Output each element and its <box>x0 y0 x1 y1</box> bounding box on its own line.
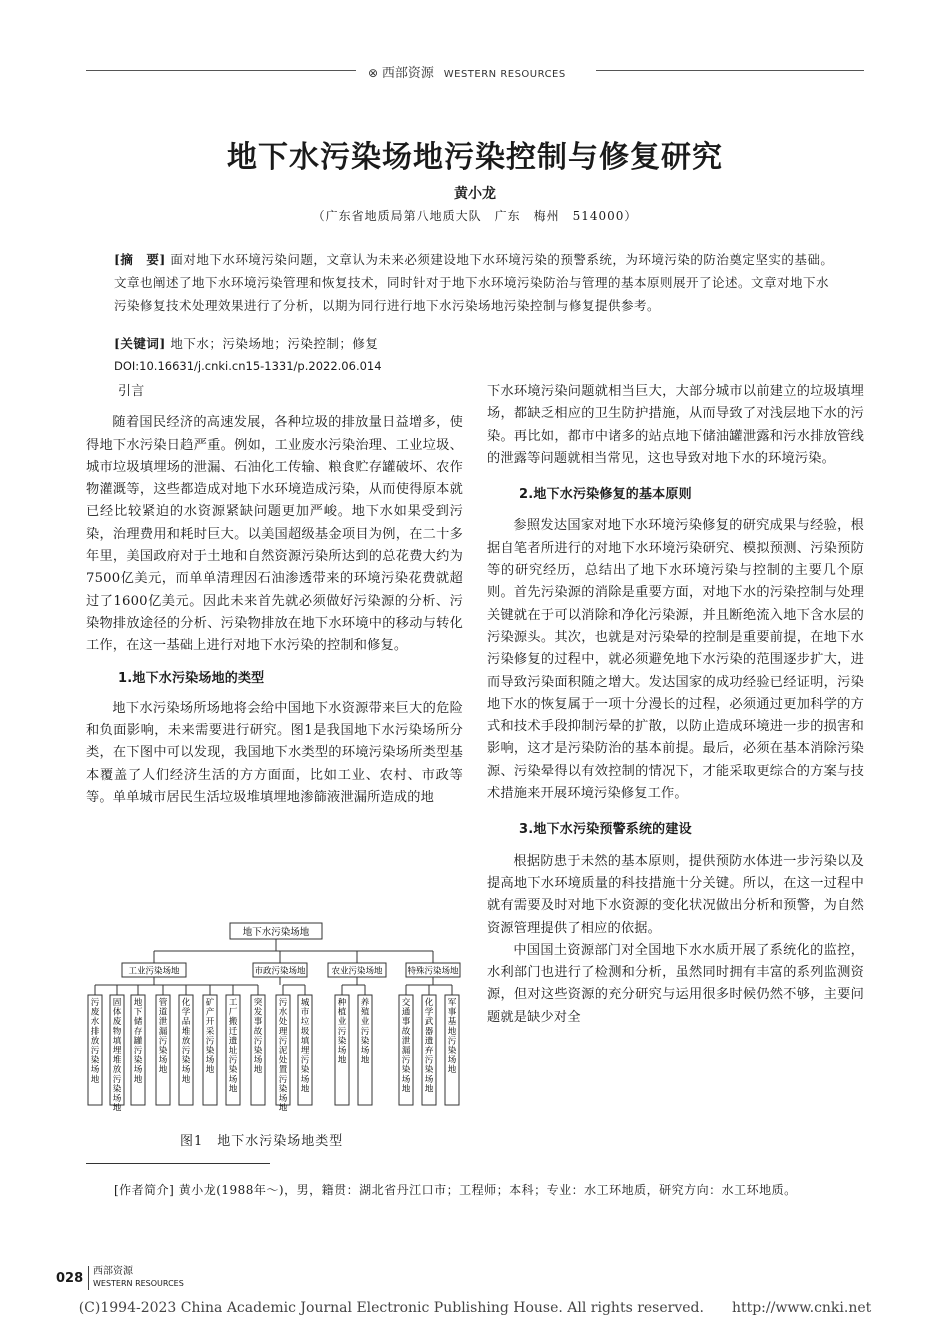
section-3-heading: 3.地下水污染预警系统的建设 <box>519 822 692 838</box>
leaf-label-char: 污 <box>300 1055 310 1066</box>
leaf-label-char: 填 <box>112 1036 122 1047</box>
author: 黄小龙 <box>454 186 496 202</box>
leaf-node-label <box>182 996 191 1085</box>
section-3-paragraph-2: 中国国土资源部门对全国地下水水质开展了系统化的监控，水利部门也进行了检测和分析，虽然同时拥有丰富的系列监测资源，但对这些资源的充分研究与运用很多时候仍然不够，主要问题就是缺少对全 <box>487 942 864 1025</box>
leaf-label-char: 染 <box>401 1065 411 1076</box>
leaf-label-char: 地 <box>360 1055 370 1066</box>
leaf-label-char: 放 <box>181 1036 191 1047</box>
leaf-label-char: 地 <box>447 1065 457 1076</box>
leaf-label-char: 染 <box>181 1055 191 1066</box>
figure-caption: 图1 地下水污染场地类型 <box>180 1134 344 1149</box>
leaf-label-char: 地 <box>112 1103 122 1114</box>
intro-paragraph: 随着国民经济的高速发展，各种垃圾的排放量日益增多，使得地下水污染日趋严重。例如，工业废水污染治理、工业垃圾、城市垃圾填埋场的泄漏、石油化工传输、粮食贮存罐破坏、农作物灌溉等，这些都造成对地下水环境造成污染，从而使得原本就已经比较紧迫的水资源紧缺问题更加严峻。地下水如果受到污染，治理费用和耗时巨大。以美国超级基金项目为例，在二十多年里，美国政府对于土地和自然资源污染所达到的总花费大约为7500亿美元，而单单清理因石油渗透带来的环境污染花费就超过了1600亿美元。因此未来首先就必须做好污染源的分析、污染物排放途径的分析、污染物排放在地下水环境中的移动与转化工作，在这一基础上进行对地下水污染的控制和修复。 <box>86 415 463 654</box>
leaf-label-char: 泄 <box>401 1036 411 1047</box>
leaf-label-char: 学 <box>424 1007 434 1018</box>
leaf-label-char: 发 <box>253 1007 263 1018</box>
footnote-label: [作者简介] <box>114 1183 175 1197</box>
leaf-label-char: 污 <box>228 1055 238 1066</box>
leaf-label-char: 污 <box>205 1036 215 1047</box>
leaf-label-char: 品 <box>181 1017 191 1028</box>
leaf-node-label <box>448 997 457 1075</box>
leaf-label-char: 场 <box>90 1065 100 1076</box>
category-node-label: 工业污染场地 <box>128 966 180 977</box>
figure-nodes <box>88 923 460 1114</box>
leaf-label-char: 搬 <box>228 1017 238 1028</box>
leaf-label-char: 市 <box>300 1007 310 1018</box>
leaf-label-char: 地 <box>205 1065 215 1076</box>
section-1-heading: 1.地下水污染场地的类型 <box>118 670 265 686</box>
journal-header <box>368 62 566 81</box>
footer-journal-en: WESTERN RESOURCES <box>93 1279 184 1288</box>
doi: DOI:10.16631/j.cnki.cn15-1331/p.2022.06.014 <box>114 359 382 373</box>
leaf-label-char: 污 <box>253 1036 263 1047</box>
leaf-node-label <box>254 996 263 1075</box>
right-column <box>487 381 864 1029</box>
leaf-label-char: 道 <box>158 1007 168 1018</box>
footer-journal <box>88 1266 184 1290</box>
leaf-label-char: 漏 <box>158 1026 168 1037</box>
section-2-heading: 2.地下水污染修复的基本原则 <box>519 487 692 503</box>
leaf-label-char: 化 <box>424 998 434 1008</box>
leaf-label-char: 地 <box>90 1074 100 1085</box>
leaf-label-char: 军 <box>447 998 457 1008</box>
leaf-label-char: 殖 <box>360 1007 370 1018</box>
leaf-label-char: 地 <box>424 1084 434 1095</box>
leaf-label-char: 场 <box>112 1094 122 1104</box>
header-rule-right <box>596 70 864 71</box>
leaf-node-label <box>206 996 215 1075</box>
abstract-label: [摘 要] <box>114 252 166 267</box>
leaf-label-char: 污 <box>181 1046 191 1056</box>
leaf-label-char: 处 <box>278 1055 288 1066</box>
leaf-label-char: 采 <box>205 1026 215 1037</box>
leaf-label-char: 储 <box>133 1017 143 1028</box>
journal-logo-icon: ⊗ <box>368 66 379 80</box>
leaf-label-char: 场 <box>360 1046 370 1056</box>
abstract-text: 面对地下水环境污染问题，文章认为未来必须建设地下水环境污染的预警系统，为环境污染的防治奠定坚实的基础。文章也阐述了地下水环境污染管理和恢复技术，同时针对于地下水环境污染防治与管理的基本原则展开了论述。文章对地下水污染修复技术处理效果进行了分析，以期为同行进行地下水污染场地污染控制与修复提供参考。 <box>114 252 834 313</box>
leaf-label-char: 水 <box>90 1017 100 1028</box>
leaf-label-char: 址 <box>228 1046 238 1056</box>
leaf-label-char: 理 <box>278 1026 288 1037</box>
leaf-label-char: 遗 <box>228 1036 238 1047</box>
leaf-node-label <box>425 996 434 1094</box>
leaf-label-char: 矿 <box>205 998 215 1008</box>
category-node-label: 特殊污染场地 <box>407 966 459 977</box>
journal-name-cn: 西部资源 <box>381 66 434 81</box>
leaf-label-char: 场 <box>447 1055 457 1066</box>
leaf-label-char: 地 <box>447 1026 457 1037</box>
leaf-label-char: 体 <box>112 1007 122 1018</box>
leaf-label-char: 地 <box>300 1084 310 1095</box>
leaf-label-char: 染 <box>228 1065 238 1076</box>
leaf-label-char: 故 <box>401 1026 411 1037</box>
leaf-label-char: 地 <box>158 1065 168 1076</box>
leaf-label-char: 埋 <box>300 1046 310 1056</box>
leaf-label-char: 污 <box>424 1055 434 1066</box>
leaf-node-label <box>402 996 411 1094</box>
leaf-label-char: 场 <box>205 1055 215 1066</box>
leaf-label-char: 交 <box>401 998 411 1008</box>
leaf-label-char: 固 <box>112 998 122 1008</box>
leaf-label-char: 染 <box>158 1046 168 1056</box>
root-node-label: 地下水污染场地 <box>242 927 310 938</box>
leaf-label-char: 地 <box>337 1055 347 1066</box>
leaf-node-label <box>91 997 100 1085</box>
leaf-label-char: 污 <box>447 1036 457 1047</box>
leaf-label-char: 通 <box>401 1007 411 1018</box>
leaf-label-char: 场 <box>133 1065 143 1076</box>
figure-diagram <box>86 915 466 1125</box>
leaf-label-char: 地 <box>181 1074 191 1085</box>
leaf-label-char: 场 <box>401 1074 411 1085</box>
keywords <box>114 334 834 352</box>
leaf-label-char: 存 <box>133 1026 143 1037</box>
leaf-node-label <box>361 996 370 1066</box>
leaf-label-char: 基 <box>447 1017 457 1028</box>
leaf-label-char: 污 <box>133 1046 143 1056</box>
leaf-label-char: 染 <box>133 1055 143 1066</box>
leaf-label-char: 罐 <box>133 1036 143 1047</box>
leaf-label-char: 事 <box>253 1017 263 1028</box>
leaf-label-char: 泄 <box>158 1017 168 1028</box>
leaf-label-char: 厂 <box>228 1007 238 1018</box>
leaf-label-char: 漏 <box>401 1046 411 1056</box>
intro-heading: 引言 <box>118 384 145 399</box>
leaf-label-char: 染 <box>278 1084 288 1095</box>
page-number: 028 <box>56 1271 84 1286</box>
leaf-label-char: 染 <box>337 1036 347 1047</box>
leaf-label-char: 学 <box>181 1007 191 1018</box>
affiliation: （广东省地质局第八地质大队 广东 梅州 514000） <box>312 209 638 223</box>
leaf-label-char: 地 <box>253 1065 263 1076</box>
section-3-paragraph-1: 根据防患于未然的基本原则，提供预防水体进一步污染以及提高地下水环境质量的科技措施十分关键。所以，在这一过程中就有需要及时对地下水资源的变化状况做出分析和预警，为自然资源管理提供了相应的依据。 <box>487 853 864 936</box>
leaf-label-char: 放 <box>90 1036 100 1047</box>
leaf-label-char: 遗 <box>424 1036 434 1047</box>
leaf-label-char: 污 <box>278 998 288 1008</box>
leaf-label-char: 迁 <box>228 1026 238 1037</box>
leaf-label-char: 养 <box>360 998 370 1008</box>
leaf-label-char: 废 <box>112 1017 122 1028</box>
leaf-label-char: 业 <box>360 1017 370 1028</box>
leaf-label-char: 泥 <box>278 1046 288 1056</box>
leaf-label-char: 地 <box>133 998 143 1008</box>
leaf-label-char: 染 <box>253 1046 263 1056</box>
leaf-label-char: 污 <box>360 1026 370 1037</box>
leaf-label-char: 故 <box>253 1026 263 1037</box>
section-1-paragraph: 地下水污染场所场地将会给中国地下水资源带来巨大的危险和负面影响，未来需要进行研究。图1是我国地下水污染场所分类，在下图中可以发现，我国地下水类型的环境污染场所类型基本覆盖了人们经济生活的方方面面，比如工业、农村、市政等等。单单城市居民生活垃圾堆填埋地渗篩液泄漏所造成的地 <box>86 700 463 806</box>
footer-journal-cn: 西部资源 <box>93 1266 133 1277</box>
right-continued-paragraph: 下水环境污染问题就相当巨大，大部分城市以前建立的垃圾填埋场，都缺乏相应的卫生防护措施，从而导致了对浅层地下水的污染。再比如，都市中诸多的站点地下储油罐泄露和污水排放管线的泄露等问题就相当常见，这也导致对地下水的环境污染。 <box>487 384 864 466</box>
journal-name-en: WESTERN RESOURCES <box>443 69 566 80</box>
leaf-label-char: 污 <box>401 1055 411 1066</box>
leaf-label-char: 化 <box>181 998 191 1008</box>
leaf-label-char: 管 <box>158 998 168 1008</box>
leaf-label-char: 产 <box>205 1007 215 1018</box>
leaf-label-char: 染 <box>90 1055 100 1066</box>
leaf-label-char: 堆 <box>181 1026 191 1037</box>
leaf-node-label <box>113 997 123 1114</box>
keywords-label: [关键词] <box>114 336 166 351</box>
abstract <box>114 248 834 317</box>
leaf-label-char: 器 <box>424 1026 434 1037</box>
leaf-label-char: 工 <box>228 998 238 1008</box>
leaf-label-char: 种 <box>337 998 347 1008</box>
leaf-label-char: 场 <box>158 1055 168 1066</box>
leaf-label-char: 弃 <box>424 1046 434 1056</box>
leaf-label-char: 污 <box>337 1026 347 1037</box>
leaf-node-label <box>338 996 347 1066</box>
leaf-label-char: 染 <box>360 1036 370 1047</box>
leaf-label-char: 污 <box>278 1036 288 1047</box>
leaf-label-char: 场 <box>424 1074 434 1085</box>
leaf-label-char: 开 <box>205 1017 215 1028</box>
leaf-label-char: 废 <box>90 1007 100 1018</box>
article-title: 地下水污染场地污染控制与修复研究 <box>227 140 723 175</box>
leaf-label-char: 染 <box>424 1065 434 1076</box>
leaf-label-char: 污 <box>90 998 100 1008</box>
leaf-label-char: 染 <box>447 1046 457 1056</box>
leaf-label-char: 武 <box>424 1017 434 1028</box>
leaf-label-char: 堆 <box>112 1055 122 1066</box>
leaf-label-char: 污 <box>112 1074 122 1085</box>
leaf-label-char: 场 <box>253 1055 263 1066</box>
leaf-label-char: 地 <box>278 1103 288 1114</box>
leaf-label-char: 事 <box>447 1007 457 1018</box>
leaf-node-label <box>134 996 143 1085</box>
category-node-label: 市政污染场地 <box>254 966 306 977</box>
leaf-label-char: 城 <box>300 998 310 1008</box>
leaf-label-char: 污 <box>90 1046 100 1056</box>
leaf-label-char: 地 <box>133 1074 143 1085</box>
leaf-label-char: 排 <box>90 1026 100 1037</box>
section-2-paragraph: 参照发达国家对地下水环境污染修复的研究成果与经验，根据自笔者所进行的对地下水环境污染研究、模拟预测、污染预防等的研究经历，总结出了地下水环境污染与控制的主要几个原则。首先污染源的消除是重要方面，对地下水的污染控制与处理关键就在于可以消除和净化污染源，并且断绝流入地下含水层的污染源头。其次，也就是对污染晕的控制是重要前提，在地下水污染修复的过程中，就必须避免地下水污染的范围逐步扩大，进而导致污染面积随之增大。发达国家的成功经验已经证明，污染地下水的恢复属于一项十分漫长的过程，必须通过更加科学的方式和技术手段抑制污晕的扩散，以防止造成环境进一步的损害和影响，这才是污染防治的基本前提。最后，必须在基本消除污染源、污染晕得以有效控制的情况下，才能采取更综合的方案与技术措施来开展环境污染修复工作。 <box>487 518 864 802</box>
leaf-label-char: 植 <box>337 1007 347 1018</box>
leaf-node-label <box>229 997 238 1094</box>
leaf-node-label <box>279 997 288 1114</box>
leaf-label-char: 置 <box>278 1065 288 1076</box>
leaf-label-char: 染 <box>205 1046 215 1056</box>
leaf-label-char: 物 <box>112 1026 122 1037</box>
keywords-text: 地下水；污染场地；污染控制；修复 <box>170 336 379 351</box>
leaf-label-char: 地 <box>228 1084 238 1095</box>
leaf-label-char: 水 <box>278 1007 288 1018</box>
leaf-label-char: 埋 <box>112 1046 122 1056</box>
leaf-label-char: 地 <box>401 1084 411 1095</box>
left-column <box>86 381 463 809</box>
footnote-text: 黄小龙(1988年～)，男，籍贯：湖北省丹江口市；工程师；本科；专业：水工环地质，研究方向：水工环地质。 <box>178 1183 797 1197</box>
leaf-label-char: 业 <box>337 1017 347 1028</box>
leaf-label-char: 场 <box>278 1094 288 1104</box>
leaf-label-char: 事 <box>401 1017 411 1028</box>
leaf-label-char: 污 <box>158 1036 168 1047</box>
leaf-label-char: 垃 <box>300 1017 310 1028</box>
copyright-line: (C)1994-2023 China Academic Journal Electronic Publishing House. All rights reserved. http://www.cnki.net <box>78 1300 872 1316</box>
leaf-node-label <box>159 996 168 1075</box>
leaf-label-char: 场 <box>300 1074 310 1085</box>
leaf-label-char: 染 <box>300 1065 310 1076</box>
leaf-label-char: 场 <box>228 1074 238 1085</box>
footnote-rule <box>86 1163 270 1164</box>
leaf-label-char: 填 <box>300 1036 310 1047</box>
leaf-label-char: 场 <box>337 1046 347 1056</box>
leaf-label-char: 场 <box>181 1065 191 1076</box>
leaf-label-char: 放 <box>112 1065 122 1076</box>
leaf-label-char: 圾 <box>300 1026 310 1037</box>
leaf-label-char: 处 <box>278 1017 288 1028</box>
leaf-node-label <box>301 996 311 1094</box>
author-footnote <box>114 1180 874 1201</box>
category-node-label: 农业污染场地 <box>331 966 383 977</box>
leaf-label-char: 突 <box>253 998 263 1008</box>
leaf-label-char: 下 <box>133 1007 143 1018</box>
leaf-label-char: 染 <box>112 1084 122 1095</box>
header-rule-left <box>86 70 356 71</box>
leaf-label-char: 污 <box>278 1074 288 1085</box>
